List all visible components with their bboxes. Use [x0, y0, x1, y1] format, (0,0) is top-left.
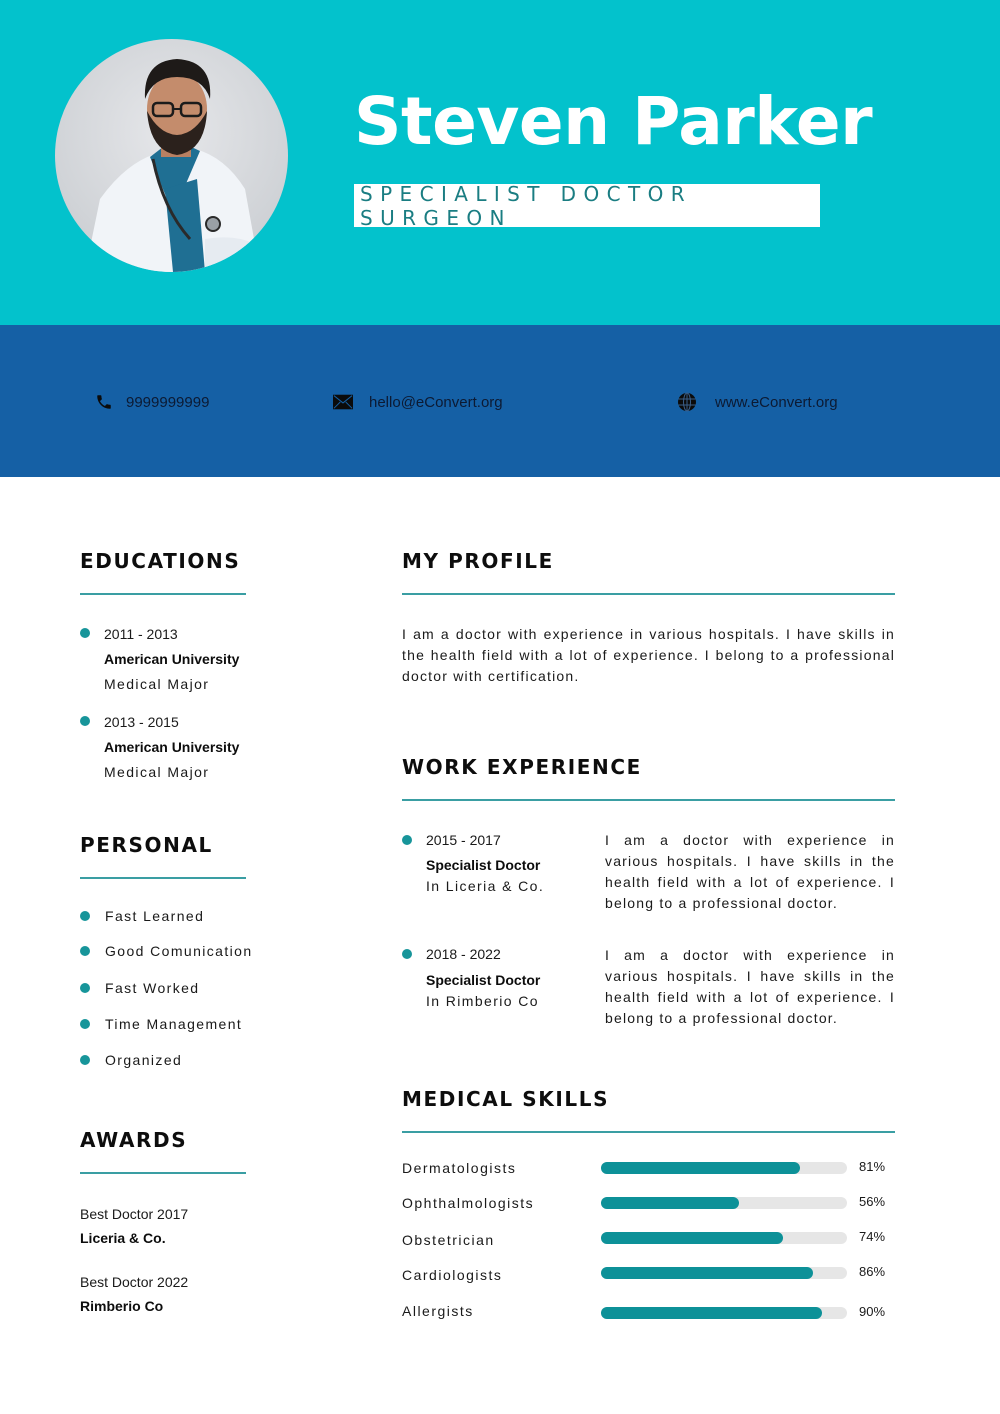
skill-percent: 90%: [859, 1304, 886, 1319]
education-years: 2011 - 2013: [104, 626, 178, 642]
personal-item: Good Comunication: [105, 943, 253, 959]
work-heading: WORK EXPERIENCE: [402, 755, 642, 779]
skill-label: Cardiologists: [402, 1267, 503, 1283]
skill-bar-fill: [601, 1307, 822, 1319]
work-role: Specialist Doctor: [426, 972, 541, 988]
job-title: SPECIALIST DOCTOR SURGEON: [360, 181, 693, 230]
skill-bar-fill: [601, 1232, 783, 1244]
work-description: I am a doctor with experience in various hospitals. I have skills in the health field with a lot of experience. I belong to a professional doctor.: [605, 947, 895, 1026]
work-years: 2018 - 2022: [426, 946, 501, 962]
work-company: In Liceria & Co.: [426, 878, 545, 894]
profile-heading: MY PROFILE: [402, 549, 554, 573]
skill-bar-fill: [601, 1197, 739, 1209]
education-major: Medical Major: [104, 676, 210, 692]
skill-bar-track: [601, 1307, 847, 1319]
profile-divider: [402, 593, 895, 595]
contact-bar: [0, 325, 1000, 477]
award-name: Best Doctor 2022: [80, 1274, 189, 1290]
contact-phone[interactable]: [94, 392, 209, 412]
work-company: In Rimberio Co: [426, 993, 539, 1009]
personal-item: Fast Worked: [105, 980, 200, 996]
bullet-icon: [402, 949, 412, 959]
personal-item: Fast Learned: [105, 908, 205, 924]
skill-label: Allergists: [402, 1303, 474, 1319]
bullet-icon: [80, 911, 90, 921]
skills-divider: [402, 1131, 895, 1133]
awards-divider: [80, 1172, 246, 1174]
bullet-icon: [80, 983, 90, 993]
bullet-icon: [80, 1055, 90, 1065]
bullet-icon: [80, 628, 90, 638]
work-years: 2015 - 2017: [426, 832, 501, 848]
skill-bar-track: [601, 1232, 847, 1244]
award-org: Liceria & Co.: [80, 1230, 166, 1246]
skill-percent: 56%: [859, 1194, 886, 1209]
job-title-box: [354, 181, 820, 230]
bullet-icon: [80, 716, 90, 726]
contact-email[interactable]: [333, 392, 503, 412]
phone-number: 9999999999: [126, 393, 210, 411]
globe-icon: [677, 392, 697, 412]
educations-heading: EDUCATIONS: [80, 549, 241, 573]
person-name: Steven Parker: [354, 83, 873, 160]
profile-text: I am a doctor with experience in various hospitals. I have skills in the health field with a lot of experience. I belong to a professional doctor with certification.: [402, 626, 895, 684]
profile-photo: [55, 39, 288, 272]
header-banner: [0, 0, 1000, 325]
skill-percent: 86%: [859, 1264, 886, 1279]
personal-item: Time Management: [105, 1016, 243, 1032]
email-address: hello@eConvert.org: [369, 393, 503, 411]
educations-divider: [80, 593, 246, 595]
doctor-portrait-image: [55, 39, 288, 272]
skill-bar-fill: [601, 1267, 813, 1279]
website-url: www.eConvert.org: [715, 393, 838, 411]
bullet-icon: [80, 946, 90, 956]
personal-heading: PERSONAL: [80, 833, 213, 857]
skills-heading: MEDICAL SKILLS: [402, 1087, 610, 1111]
skill-bar-fill: [601, 1162, 800, 1174]
award-org: Rimberio Co: [80, 1298, 164, 1314]
contact-website[interactable]: [677, 392, 838, 412]
work-divider: [402, 799, 895, 801]
work-description: I am a doctor with experience in various hospitals. I have skills in the health field with a lot of experience. I belong to a professional doctor.: [605, 832, 895, 911]
skill-bar-track: [601, 1197, 847, 1209]
education-years: 2013 - 2015: [104, 714, 179, 730]
skill-label: Ophthalmologists: [402, 1195, 535, 1211]
personal-divider: [80, 877, 246, 879]
skill-percent: 81%: [859, 1159, 886, 1174]
skill-percent: 74%: [859, 1229, 886, 1244]
awards-heading: AWARDS: [80, 1128, 188, 1152]
skill-bar-track: [601, 1267, 847, 1279]
personal-item: Organized: [105, 1052, 183, 1068]
award-name: Best Doctor 2017: [80, 1206, 189, 1222]
skill-bar-track: [601, 1162, 847, 1174]
education-school: American University: [104, 739, 240, 755]
skill-label: Obstetrician: [402, 1232, 495, 1248]
skill-label: Dermatologists: [402, 1160, 517, 1176]
envelope-icon: [333, 392, 353, 412]
bullet-icon: [402, 835, 412, 845]
work-role: Specialist Doctor: [426, 857, 541, 873]
phone-icon: [94, 392, 114, 412]
bullet-icon: [80, 1019, 90, 1029]
education-major: Medical Major: [104, 764, 210, 780]
education-school: American University: [104, 651, 240, 667]
